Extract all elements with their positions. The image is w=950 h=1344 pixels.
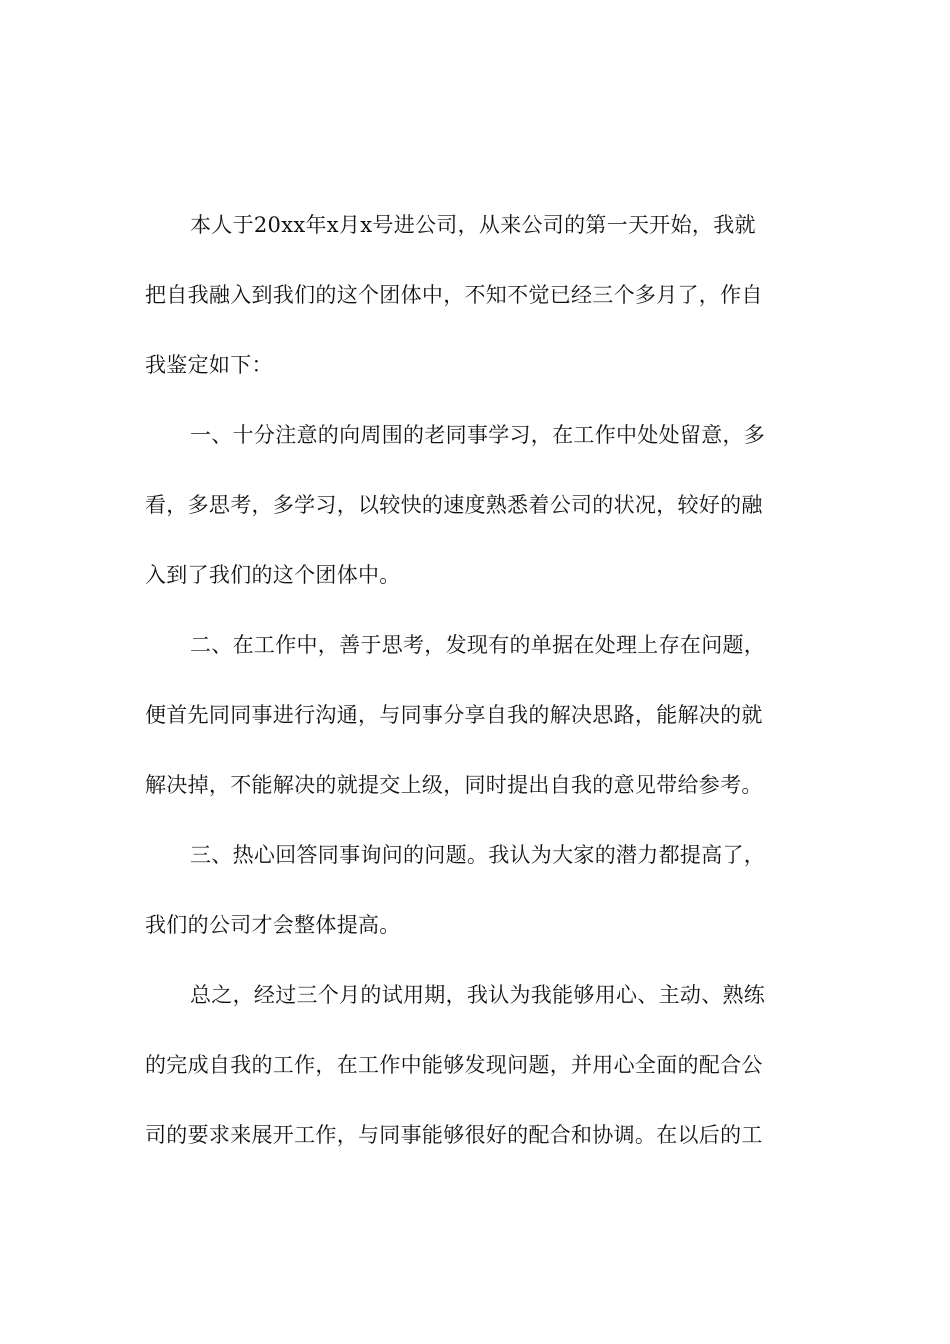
- paragraph-4: [145, 830, 810, 970]
- paragraph-line: 三、热心回答同事询问的问题。我认为大家的潜力都提高了，: [190, 843, 766, 867]
- paragraph-line: 我鉴定如下：: [145, 353, 273, 377]
- paragraph-2: [145, 410, 810, 620]
- paragraph-line: 看，多思考，多学习，以较快的速度熟悉着公司的状况，较好的融: [145, 493, 763, 517]
- paragraph-5: [145, 970, 810, 1180]
- paragraph-line: 一、十分注意的向周围的老同事学习，在工作中处处留意，多: [190, 423, 766, 447]
- paragraph-line: 本人于20xx年x月x号进公司，从来公司的第一天开始，我就: [190, 213, 756, 237]
- paragraph-line: 司的要求来展开工作，与同事能够很好的配合和协调。在以后的工: [145, 1123, 763, 1147]
- paragraph-line: 便首先同同事进行沟通，与同事分享自我的解决思路，能解决的就: [145, 703, 763, 727]
- paragraph-line: 解决掉，不能解决的就提交上级，同时提出自我的意见带给参考。: [145, 773, 763, 797]
- paragraph-line: 我们的公司才会整体提高。: [145, 913, 401, 937]
- paragraph-line: 二、在工作中，善于思考，发现有的单据在处理上存在问题，: [190, 633, 766, 657]
- paragraph-3: [145, 620, 810, 830]
- paragraph-line: 的完成自我的工作，在工作中能够发现问题，并用心全面的配合公: [145, 1053, 763, 1077]
- paragraph-line: 把自我融入到我们的这个团体中，不知不觉已经三个多月了，作自: [145, 283, 763, 307]
- paragraph-line: 入到了我们的这个团体中。: [145, 563, 401, 587]
- paragraph-1: [145, 200, 810, 410]
- document-body: [145, 200, 810, 1180]
- paragraph-line: 总之，经过三个月的试用期，我认为我能够用心、主动、熟练: [190, 983, 766, 1007]
